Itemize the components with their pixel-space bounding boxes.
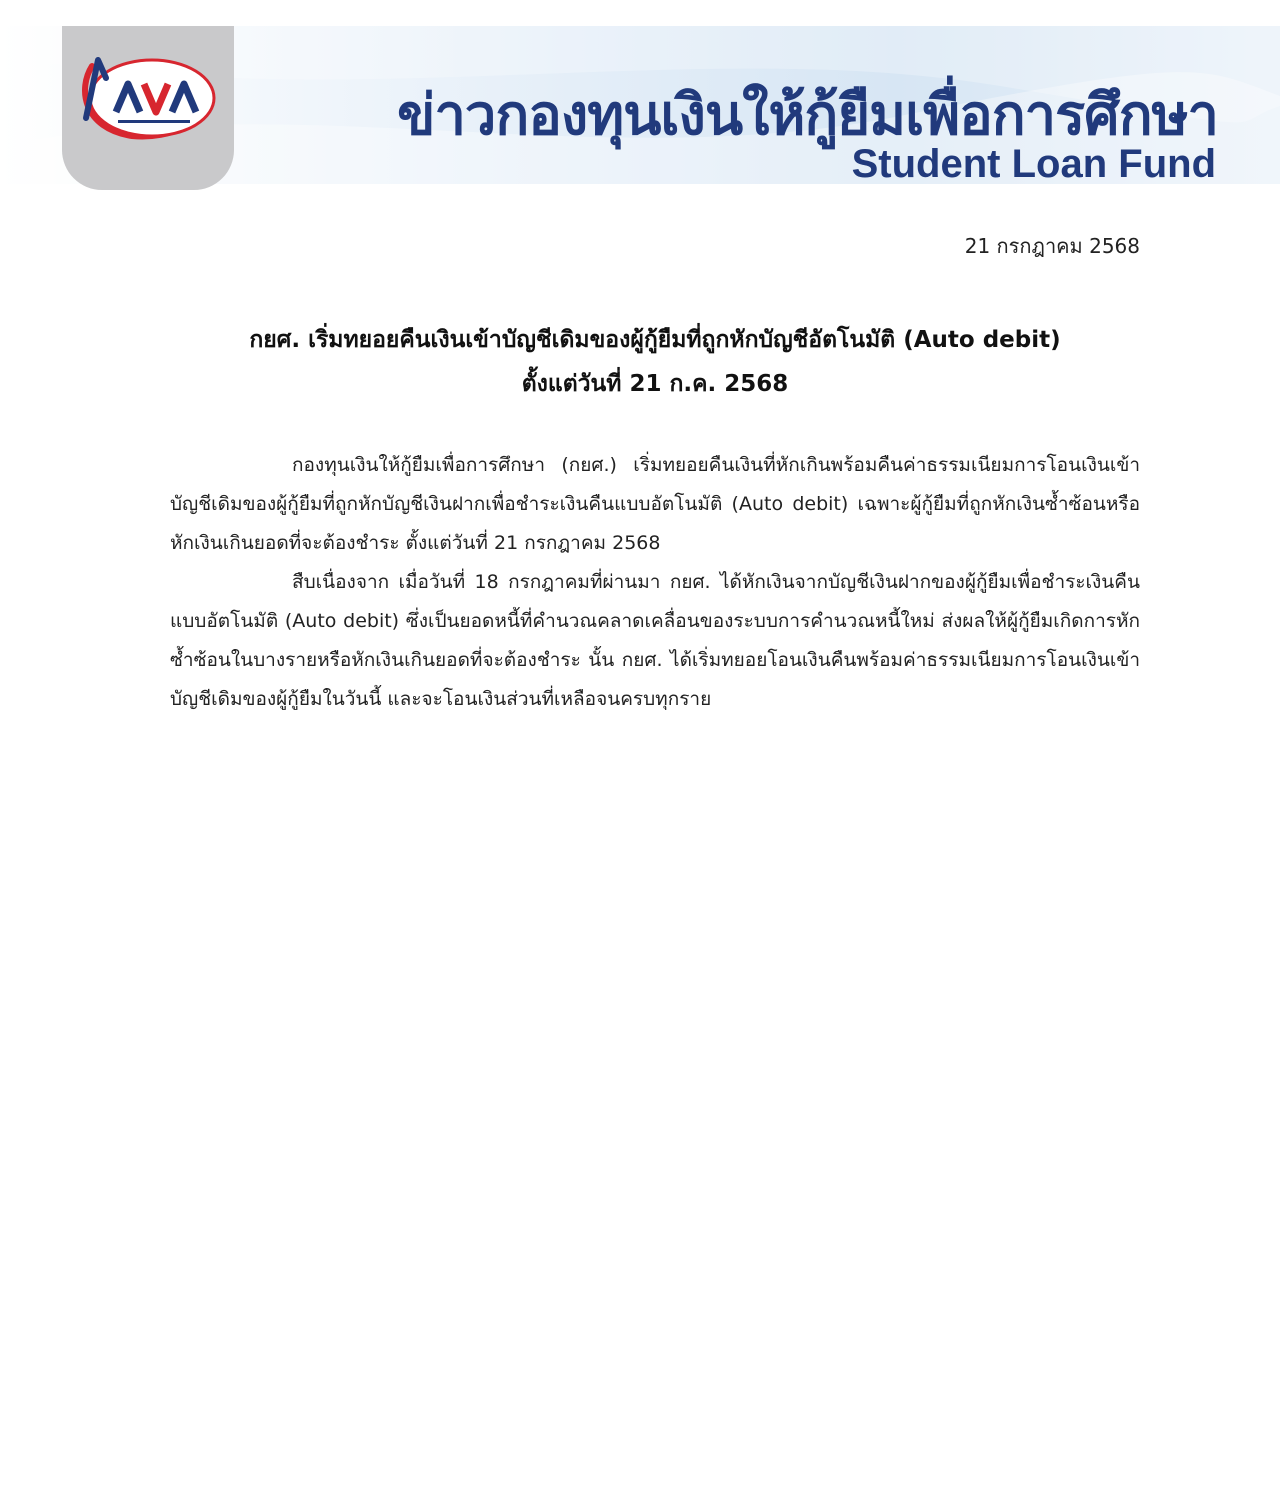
body-paragraph-1: กองทุนเงินให้กู้ยืมเพื่อการศึกษา (กยศ.) เริ่มทยอยคืนเงินที่หักเกินพร้อมคืนค่าธรรมเนียมการโอนเงินเข้าบัญชีเดิมของผู้กู้ยืมที่ถูกหักบัญชีเงินฝากเพื่อชำระเงินคืนแบบอัตโนมัติ (Auto debit) เฉพาะผู้กู้ยืมที่ถูกหักเงินซ้ำซ้อนหรือหักเงินเกินยอดที่จะต้องชำระ ตั้งแต่วันที่ 21 กรกฎาคม 2568 <box>170 454 1140 554</box>
banner-title-english: Student Loan Fund <box>851 142 1216 184</box>
logo-tile <box>62 26 234 190</box>
document-body <box>170 446 1140 719</box>
document-headline <box>170 318 1140 406</box>
body-paragraph-2: สืบเนื่องจาก เมื่อวันที่ 18 กรกฎาคมที่ผ่านมา กยศ. ได้หักเงินจากบัญชีเงินฝากของผู้กู้ยืมเพื่อชำระเงินคืนแบบอัตโนมัติ (Auto debit) ซึ่งเป็นยอดหนี้ที่คำนวณคลาดเคลื่อนของระบบการคำนวณหนี้ใหม่ ส่งผลให้ผู้กู้ยืมเกิดการหักซ้ำซ้อนในบางรายหรือหักเงินเกินยอดที่จะต้องชำระ นั้น กยศ. ได้เริ่มทยอยโอนเงินคืนพร้อมค่าธรรมเนียมการโอนเงินเข้าบัญชีเดิมของผู้กู้ยืมในวันนี้ และจะโอนเงินส่วนที่เหลือจนครบทุกราย <box>170 571 1140 710</box>
slf-logo-icon <box>72 48 224 148</box>
banner-title-thai: ข่าวกองทุนเงินให้กู้ยืมเพื่อการศึกษา <box>397 83 1218 148</box>
headline-line-2: ตั้งแต่วันที่ 21 ก.ค. 2568 <box>521 371 789 397</box>
document-date: 21 กรกฎาคม 2568 <box>964 234 1140 258</box>
headline-line-1: กยศ. เริ่มทยอยคืนเงินเข้าบัญชีเดิมของผู้กู้ยืมที่ถูกหักบัญชีอัตโนมัติ (Auto debit) <box>249 327 1061 353</box>
